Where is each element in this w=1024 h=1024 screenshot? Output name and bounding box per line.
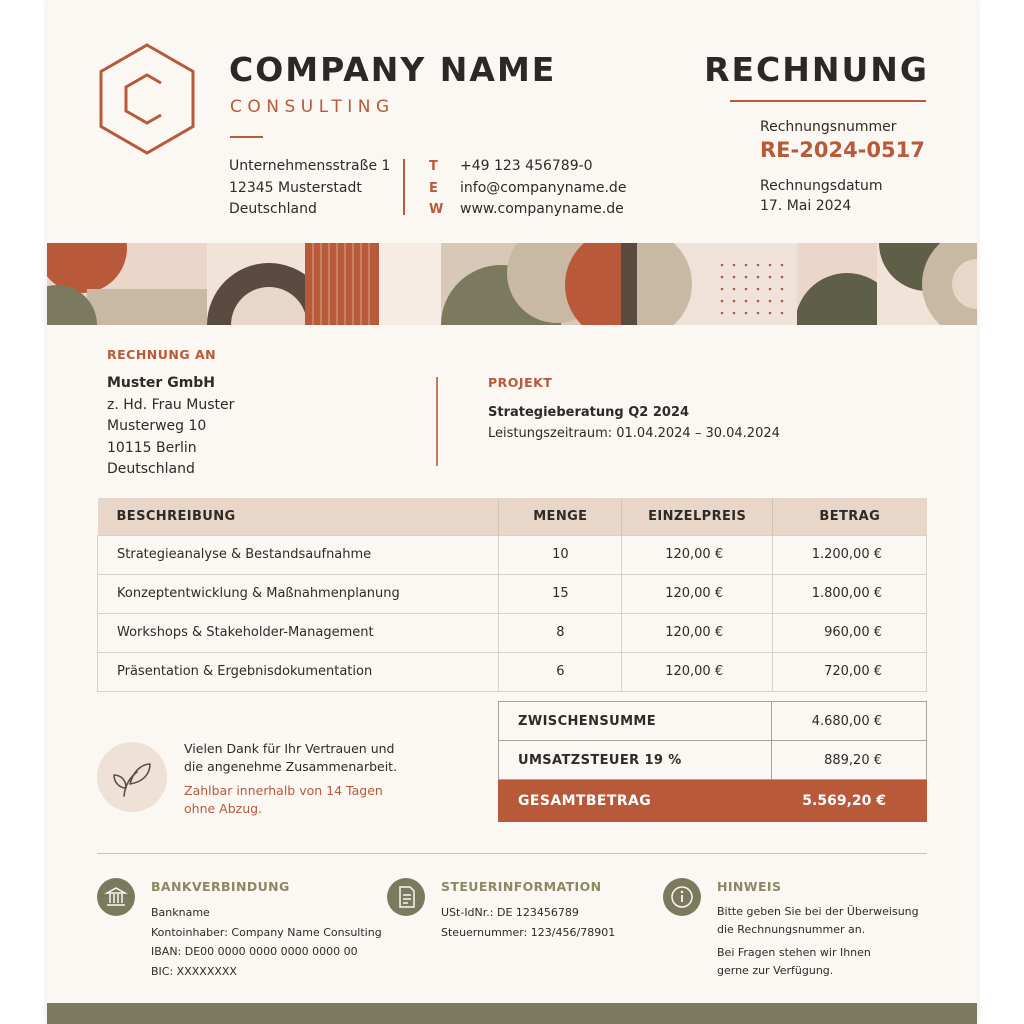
customer-line: Deutschland xyxy=(107,461,195,477)
company-contact xyxy=(429,156,626,221)
thanks-line: die angenehme Zusammenarbeit. xyxy=(184,759,398,774)
tax-title: STEUERINFORMATION xyxy=(441,879,602,894)
bank-line: IBAN: DE00 0000 0000 0000 0000 00 xyxy=(151,945,358,958)
note-line: Bei Fragen stehen wir Ihnen xyxy=(717,946,871,959)
address-line: Deutschland xyxy=(229,201,317,217)
item-quantity: 15 xyxy=(499,574,622,613)
bank-details xyxy=(151,903,382,981)
bank-icon xyxy=(97,878,135,916)
table-row xyxy=(98,574,927,613)
vat-label: UMSATZSTEUER 19 % xyxy=(499,741,772,780)
customer-line: Musterweg 10 xyxy=(107,418,207,434)
bank-line: Bankname xyxy=(151,906,210,919)
total-label: GESAMTBETRAG xyxy=(499,780,772,822)
bill-to-address xyxy=(107,373,234,481)
thanks-line: Vielen Dank für Ihr Vertrauen und xyxy=(184,741,395,756)
thank-you-note xyxy=(184,740,397,818)
item-unit-price: 120,00 € xyxy=(622,574,773,613)
item-amount: 1.800,00 € xyxy=(773,574,927,613)
leaf-icon xyxy=(97,742,167,812)
item-description: Strategieanalyse & Bestandsaufnahme xyxy=(98,535,499,574)
payment-terms xyxy=(184,782,397,818)
email-key: E xyxy=(429,180,438,196)
invoice-title: RECHNUNG xyxy=(704,50,929,89)
item-unit-price: 120,00 € xyxy=(622,652,773,691)
customer-line: z. Hd. Frau Muster xyxy=(107,396,235,413)
invoice-date-label: Rechnungsdatum xyxy=(760,178,883,194)
tax-details xyxy=(441,903,615,942)
note-line: Bitte geben Sie bei der Überweisung xyxy=(717,905,919,918)
column-header-unit-price: EINZELPREIS xyxy=(622,498,773,535)
note-title: HINWEIS xyxy=(717,879,782,894)
info-icon xyxy=(663,878,701,916)
company-subtitle: CONSULTING xyxy=(230,97,395,117)
column-header-amount: BETRAG xyxy=(773,498,927,535)
bank-line: BIC: XXXXXXXX xyxy=(151,964,237,978)
invoice-title-rule xyxy=(730,100,926,102)
table-row xyxy=(98,652,927,691)
company-logo xyxy=(97,42,197,156)
table-header-row xyxy=(98,498,927,535)
subtotal-label: ZWISCHENSUMME xyxy=(499,702,772,741)
invoice-page xyxy=(47,0,977,1024)
table-row xyxy=(98,613,927,652)
item-description: Workshops & Stakeholder-Management xyxy=(98,613,499,652)
item-quantity: 8 xyxy=(499,613,622,652)
decorative-pattern-band xyxy=(47,243,977,325)
column-header-quantity: MENGE xyxy=(499,498,622,535)
item-description: Präsentation & Ergebnisdokumentation xyxy=(98,652,499,691)
note-details xyxy=(717,903,919,980)
company-divider xyxy=(230,136,263,138)
footer-bar xyxy=(47,1003,977,1024)
address-line: 12345 Musterstadt xyxy=(229,179,362,196)
project-period: Leistungszeitraum: 01.04.2024 – 30.04.2024 xyxy=(488,426,780,441)
project-details xyxy=(488,402,780,444)
total-row xyxy=(499,780,927,822)
company-address xyxy=(229,156,390,221)
email-value[interactable]: info@companyname.de xyxy=(460,179,627,196)
bank-line: Kontoinhaber: Company Name Consulting xyxy=(151,925,382,939)
phone-key: T xyxy=(429,159,438,174)
document-icon xyxy=(387,878,425,916)
subtotal-value: 4.680,00 € xyxy=(772,702,927,741)
web-value[interactable]: www.companyname.de xyxy=(460,201,624,217)
customer-line: 10115 Berlin xyxy=(107,439,197,456)
project-label: PROJEKT xyxy=(488,375,553,390)
payment-terms-line: ohne Abzug. xyxy=(184,801,263,816)
footer-divider xyxy=(97,853,927,854)
invoice-date: 17. Mai 2024 xyxy=(760,198,852,214)
item-quantity: 10 xyxy=(499,535,622,574)
bank-title: BANKVERBINDUNG xyxy=(151,879,290,894)
item-amount: 960,00 € xyxy=(773,613,927,652)
header-divider xyxy=(403,159,405,215)
web-key: W xyxy=(429,202,444,217)
subtotal-row xyxy=(499,702,927,741)
item-amount: 720,00 € xyxy=(773,652,927,691)
tax-line: USt-IdNr.: DE 123456789 xyxy=(441,906,579,919)
item-description: Konzeptentwicklung & Maßnahmenplanung xyxy=(98,574,499,613)
note-line: gerne zur Verfügung. xyxy=(717,964,834,977)
bill-to-label: RECHNUNG AN xyxy=(107,347,217,362)
address-line: Unternehmensstraße 1 xyxy=(229,158,391,174)
invoice-number: RE-2024-0517 xyxy=(760,138,925,162)
column-header-description: BESCHREIBUNG xyxy=(98,498,499,535)
items-table xyxy=(97,498,927,692)
note-line: die Rechnungsnummer an. xyxy=(717,923,866,936)
company-name: COMPANY NAME xyxy=(229,50,557,89)
table-row xyxy=(98,535,927,574)
totals-table xyxy=(498,701,927,822)
phone-value[interactable]: +49 123 456789-0 xyxy=(460,158,593,174)
vat-value: 889,20 € xyxy=(772,741,927,780)
total-value: 5.569,20 € xyxy=(772,780,927,822)
item-quantity: 6 xyxy=(499,652,622,691)
item-unit-price: 120,00 € xyxy=(622,535,773,574)
tax-line: Steuernummer: 123/456/78901 xyxy=(441,925,616,939)
customer-name: Muster GmbH xyxy=(107,375,216,391)
billing-divider xyxy=(436,377,438,466)
vat-row xyxy=(499,741,927,780)
item-amount: 1.200,00 € xyxy=(773,535,927,574)
project-name: Strategieberatung Q2 2024 xyxy=(488,405,690,420)
invoice-number-label: Rechnungsnummer xyxy=(760,119,897,135)
item-unit-price: 120,00 € xyxy=(622,613,773,652)
payment-terms-line: Zahlbar innerhalb von 14 Tagen xyxy=(184,783,383,798)
invoice-meta xyxy=(760,119,925,214)
